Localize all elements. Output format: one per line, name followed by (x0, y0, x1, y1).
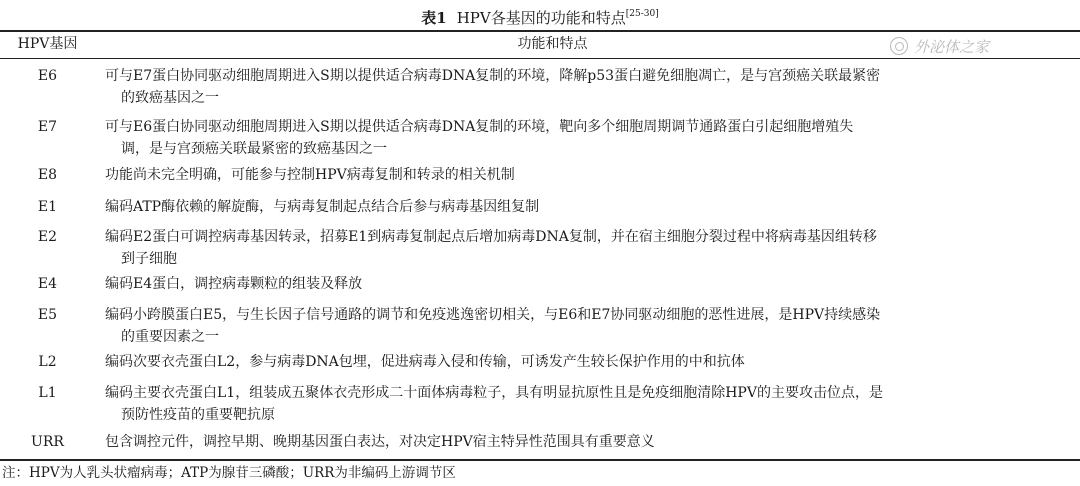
gene-cell: E4 (37, 276, 58, 292)
header-gene: HPV基因 (17, 36, 78, 52)
gene-cell: URR (31, 434, 64, 450)
function-line: 的重要因素之一 (121, 329, 219, 345)
header-rule (0, 58, 1080, 59)
function-line: 编码E4蛋白，调控病毒颗粒的组装及释放 (105, 276, 363, 292)
function-line: 编码次要衣壳蛋白L2，参与病毒DNA包埋，促进病毒入侵和传输，可诱发产生较长保护作用的中和抗体 (105, 354, 745, 370)
watermark-text: 外泌体之家 (914, 37, 990, 56)
function-line: 预防性疫苗的重要靶抗原 (121, 407, 275, 423)
function-line: 到子细胞 (121, 251, 177, 267)
function-cell (105, 351, 1073, 373)
caption-label: 表1 (421, 9, 447, 27)
function-cell (105, 431, 1073, 453)
function-line: 的致癌基因之一 (121, 90, 219, 106)
gene-cell: L2 (38, 354, 57, 370)
gene-cell: E5 (37, 307, 58, 323)
header-function: 功能和特点 (517, 36, 588, 52)
table-footnote: 注：HPV为人乳头状瘤病毒；ATP为腺苷三磷酸；URR为非编码上游调节区 (2, 465, 456, 481)
function-cell (105, 226, 1073, 270)
function-line: 可与E6蛋白协同驱动细胞周期进入S期以提供适合病毒DNA复制的环境，靶向多个细胞周期调节通路蛋白引起细胞增殖失 (105, 119, 854, 135)
function-line: 编码ATP酶依赖的解旋酶，与病毒复制起点结合后参与病毒基因组复制 (105, 199, 540, 215)
watermark (890, 34, 1070, 58)
function-cell (105, 304, 1073, 348)
function-line: 编码小跨膜蛋白E5，与生长因子信号通路的调节和免疫逃逸密切相关，与E6和E7协同驱动细胞的恶性进展，是HPV持续感染 (105, 307, 881, 323)
function-cell (105, 273, 1073, 295)
gene-cell: E6 (37, 68, 58, 84)
function-cell (105, 382, 1073, 426)
watermark-logo-icon (890, 37, 908, 55)
function-line: 可与E7蛋白协同驱动细胞周期进入S期以提供适合病毒DNA复制的环境，降解p53蛋白避免细胞凋亡，是与宫颈癌关联最紧密 (105, 68, 881, 84)
function-cell (105, 164, 1073, 186)
table-caption (0, 0, 1080, 28)
function-line: 调，是与宫颈癌关联最紧密的致癌基因之一 (121, 141, 387, 157)
function-line: 包含调控元件，调控早期、晚期基因蛋白表达，对决定HPV宿主特异性范围具有重要意义 (105, 434, 655, 450)
function-cell (105, 65, 1073, 109)
caption-reference: [25-30] (625, 9, 659, 19)
caption-title: HPV各基因的功能和特点 (456, 9, 626, 27)
gene-cell: E8 (37, 167, 58, 183)
function-line: 编码E2蛋白可调控病毒基因转录，招募E1到病毒复制起点后增加病毒DNA复制，并在宿主细胞分裂过程中将病毒基因组转移 (105, 229, 877, 245)
function-cell (105, 196, 1073, 218)
gene-cell: E2 (37, 229, 58, 245)
function-line: 编码主要衣壳蛋白L1，组装成五聚体衣壳形成二十面体病毒粒子，具有明显抗原性且是免疫细胞清除HPV的主要攻击位点，是 (105, 385, 883, 401)
gene-cell: L1 (38, 385, 57, 401)
function-cell (105, 116, 1073, 160)
gene-cell: E1 (37, 199, 58, 215)
bottom-rule (0, 459, 1080, 461)
gene-cell: E7 (37, 119, 58, 135)
function-line: 功能尚未完全明确，可能参与控制HPV病毒复制和转录的相关机制 (105, 167, 515, 183)
